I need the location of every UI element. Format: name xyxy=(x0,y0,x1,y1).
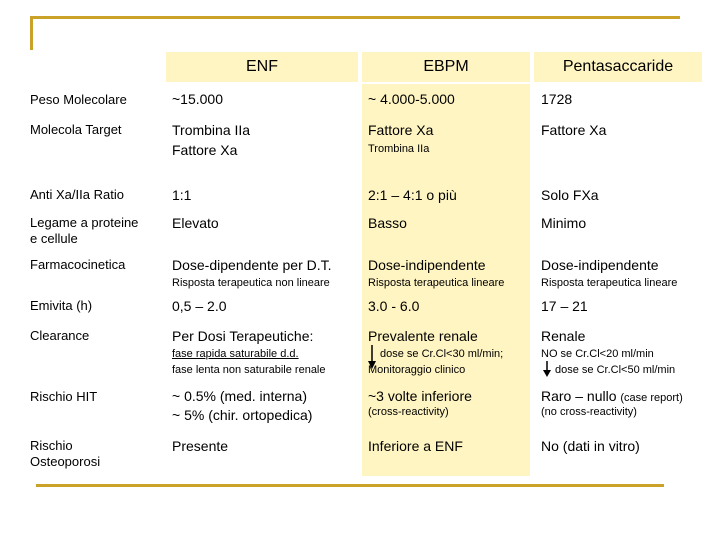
cell-ebpm-legame: Basso xyxy=(368,215,407,231)
cell-enf-peso: ~15.000 xyxy=(172,91,223,107)
cell-ebpm-clear-1: Prevalente renale xyxy=(368,328,478,344)
cell-enf-ratio: 1:1 xyxy=(172,187,192,203)
cell-penta-peso: 1728 xyxy=(541,91,573,107)
header-pentasaccaride: Pentasaccaride xyxy=(534,52,702,82)
decor-top-line xyxy=(30,16,680,19)
row-label-osteo-2: Osteoporosi xyxy=(30,454,101,469)
cell-penta-clear-2: NO se Cr.Cl<20 ml/min xyxy=(541,348,654,360)
header-ebpm: EBPM xyxy=(362,52,530,82)
cell-penta-clear-1: Renale xyxy=(541,328,586,344)
row-label-legame-1: Legame a proteine xyxy=(30,215,139,230)
cell-ebpm-hit-1: ~3 volte inferiore xyxy=(368,388,472,404)
cell-enf-target-2: Fattore Xa xyxy=(172,142,238,158)
cell-penta-osteo: No (dati in vitro) xyxy=(541,438,640,454)
cell-enf-clear-2: fase rapida saturabile d.d. xyxy=(172,348,299,360)
row-label-emivita: Emivita (h) xyxy=(30,298,93,313)
cell-penta-farm-2: Risposta terapeutica lineare xyxy=(541,277,678,289)
cell-enf-target-1: Trombina IIa xyxy=(172,122,251,138)
cell-penta-hit-main: Raro – nullo xyxy=(541,388,617,404)
cell-ebpm-farm-1: Dose-indipendente xyxy=(368,257,486,273)
cell-penta-clear-3: dose se Cr.Cl<50 ml/min xyxy=(555,364,676,376)
cell-penta-hit-note: (case report) xyxy=(620,392,683,404)
cell-enf-clear-3: fase lenta non saturabile renale xyxy=(172,364,326,376)
cell-penta-emivita: 17 – 21 xyxy=(541,298,588,314)
cell-penta-target: Fattore Xa xyxy=(541,122,607,138)
row-label-legame-2: e cellule xyxy=(30,231,78,246)
cell-enf-farm-2: Risposta terapeutica non lineare xyxy=(172,277,330,289)
header-enf: ENF xyxy=(166,52,358,82)
cell-penta-legame: Minimo xyxy=(541,215,587,231)
cell-penta-ratio: Solo FXa xyxy=(541,187,599,203)
row-label-clearance: Clearance xyxy=(30,328,90,343)
cell-penta-hit-2: (no cross-reactivity) xyxy=(541,406,637,418)
cell-enf-osteo: Presente xyxy=(172,438,229,454)
cell-enf-hit-1: ~ 0.5% (med. interna) xyxy=(172,388,308,404)
cell-enf-farm-1: Dose-dipendente per D.T. xyxy=(172,257,332,273)
cell-ebpm-emivita: 3.0 - 6.0 xyxy=(368,298,420,314)
row-label-osteo-1: Rischio xyxy=(30,438,73,453)
cell-enf-clear-1: Per Dosi Terapeutiche: xyxy=(172,328,314,344)
cell-ebpm-clear-3: Monitoraggio clinico xyxy=(368,364,466,376)
row-label-peso-molecolare: Peso Molecolare xyxy=(30,92,127,107)
cell-enf-hit-2: ~ 5% (chir. ortopedica) xyxy=(172,407,313,423)
row-label-anti-xa-ratio: Anti Xa/IIa Ratio xyxy=(30,187,124,202)
cell-ebpm-clear-2: dose se Cr.Cl<30 ml/min; xyxy=(380,348,504,360)
arrow-down-icon xyxy=(543,361,551,377)
cell-ebpm-peso: ~ 4.000-5.000 xyxy=(368,91,455,107)
row-label-rischio-hit: Rischio HIT xyxy=(30,389,98,404)
decor-bottom-line xyxy=(36,484,664,487)
cell-penta-farm-1: Dose-indipendente xyxy=(541,257,659,273)
cell-enf-legame: Elevato xyxy=(172,215,219,231)
cell-ebpm-ratio: 2:1 – 4:1 o più xyxy=(368,187,457,203)
cell-ebpm-target-1: Fattore Xa xyxy=(368,122,434,138)
decor-left-line xyxy=(30,16,33,50)
row-label-farmacocinetica: Farmacocinetica xyxy=(30,257,126,272)
cell-ebpm-osteo: Inferiore a ENF xyxy=(368,438,463,454)
cell-ebpm-farm-2: Risposta terapeutica lineare xyxy=(368,277,505,289)
row-label-molecola-target: Molecola Target xyxy=(30,122,122,137)
cell-ebpm-hit-2: (cross-reactivity) xyxy=(368,406,449,418)
cell-penta-hit-1 xyxy=(541,388,683,405)
cell-ebpm-target-2: Trombina IIa xyxy=(368,143,430,155)
cell-enf-emivita: 0,5 – 2.0 xyxy=(172,298,227,314)
